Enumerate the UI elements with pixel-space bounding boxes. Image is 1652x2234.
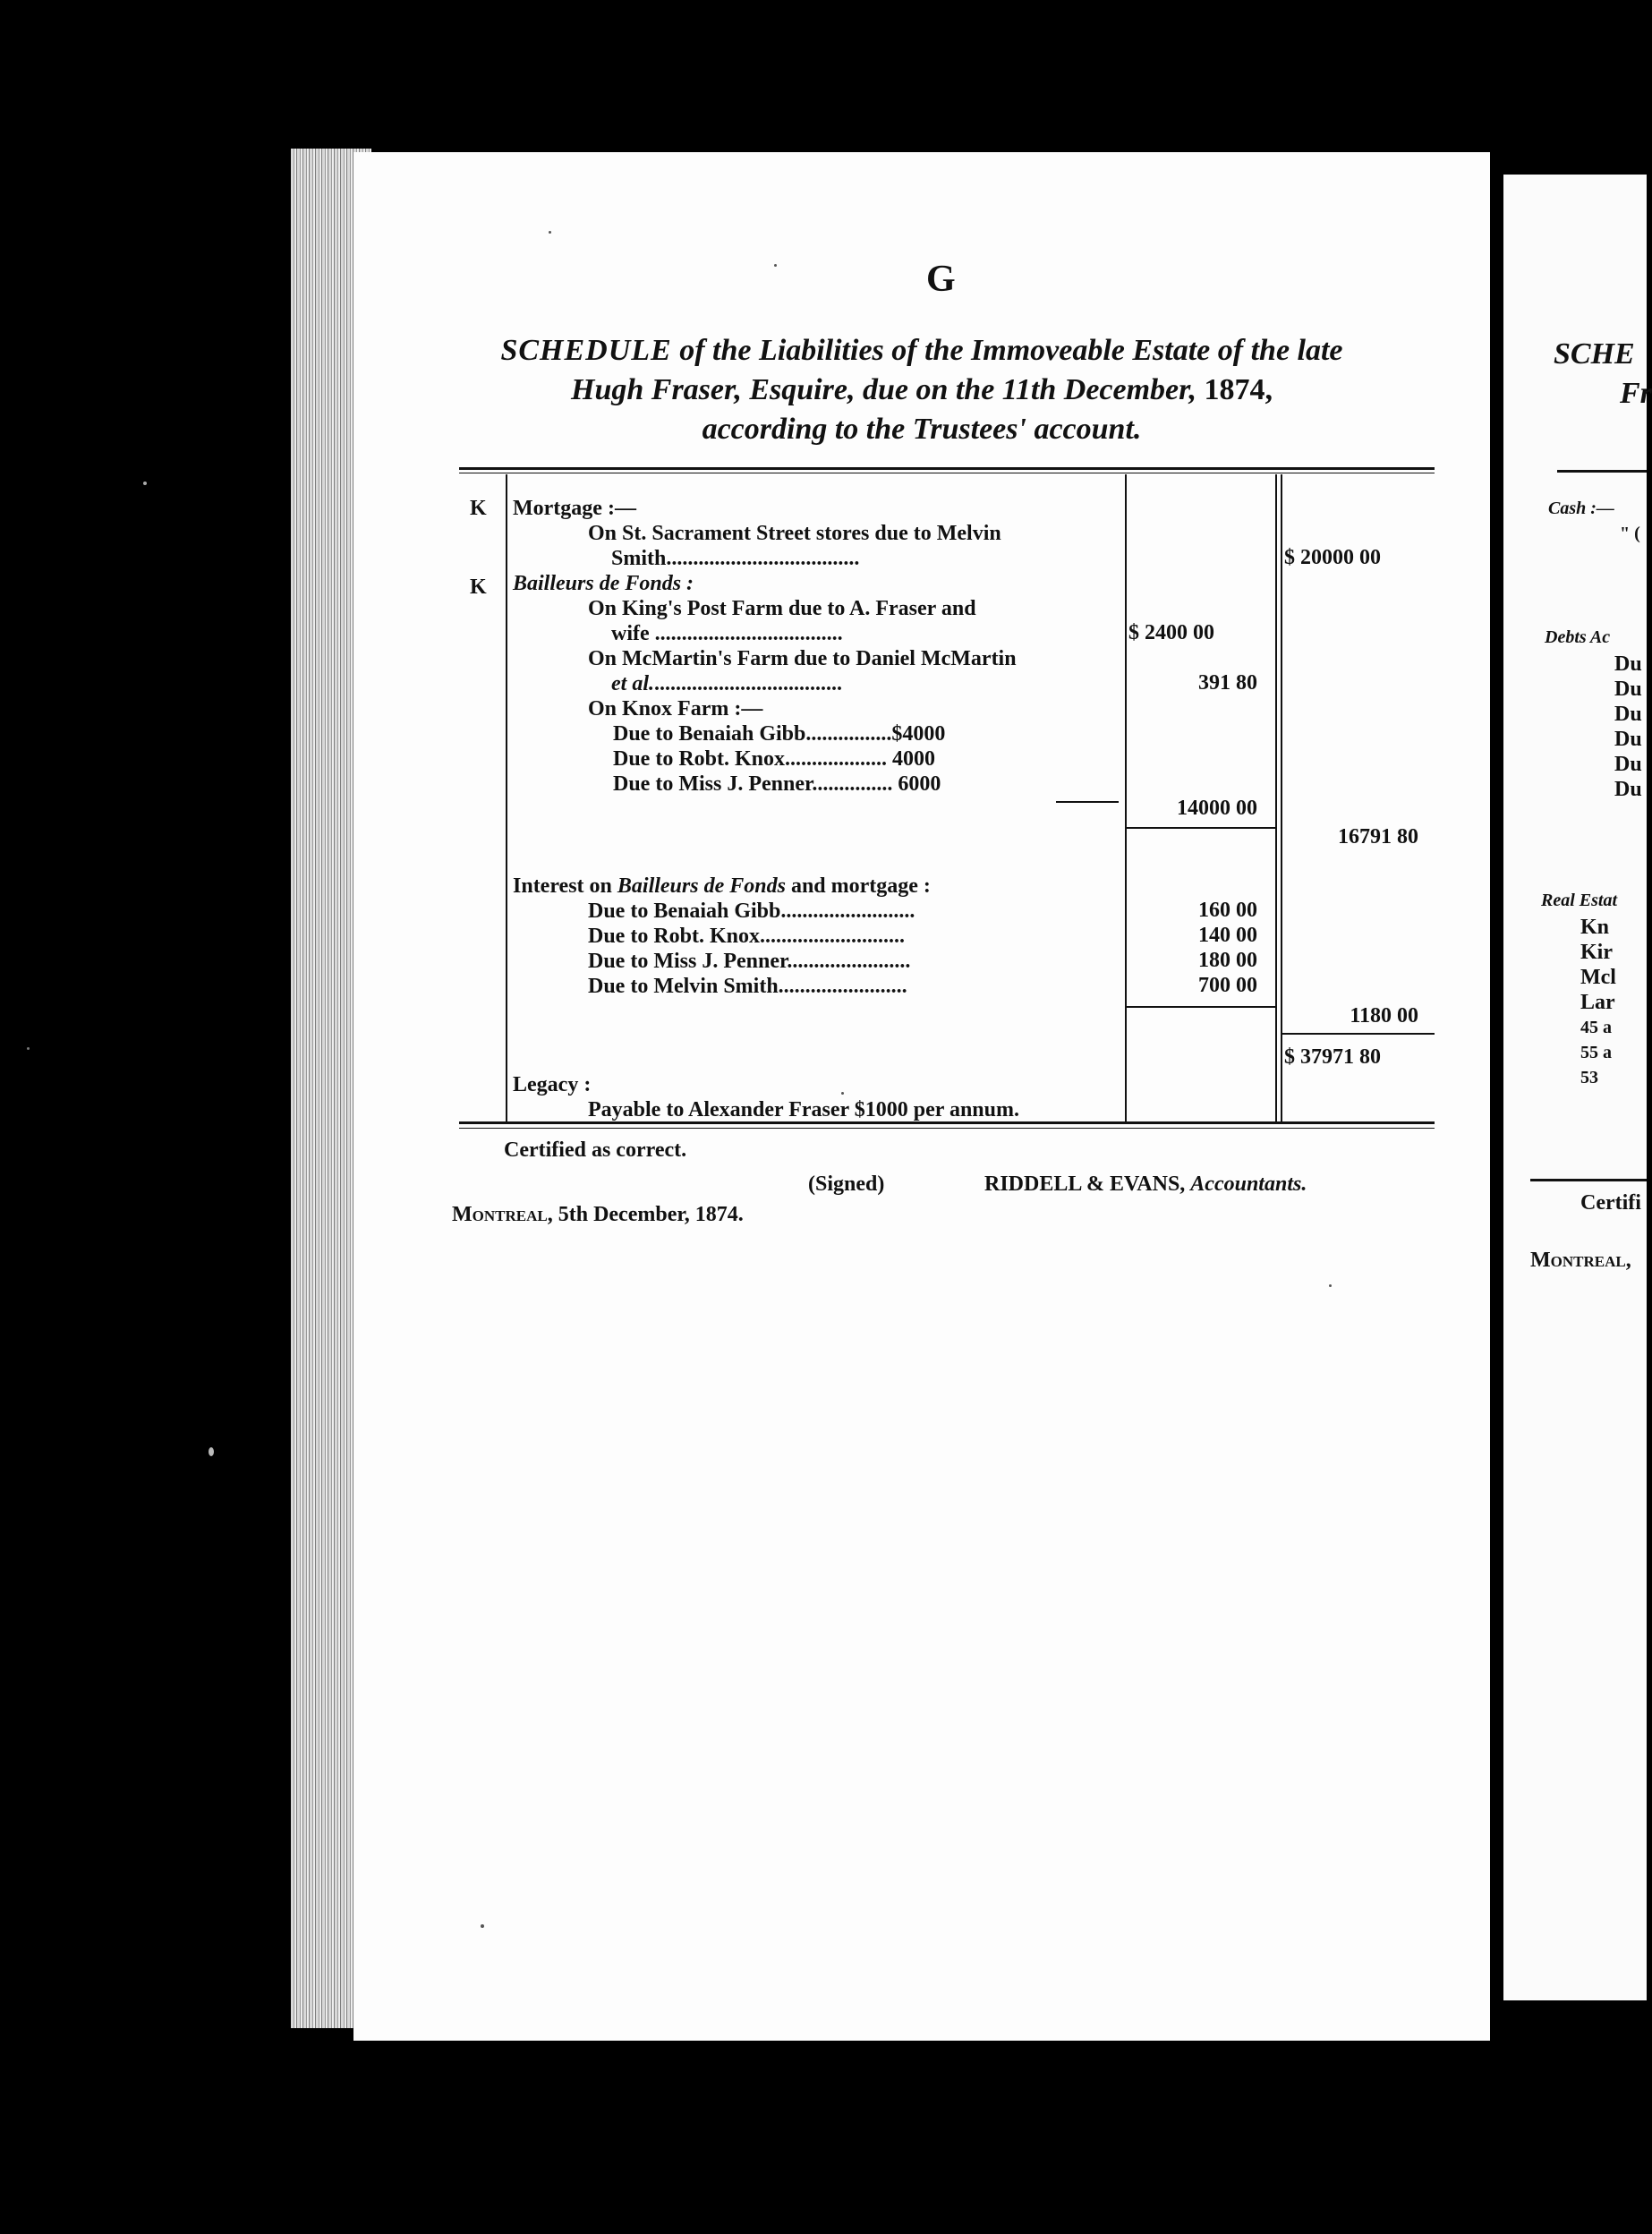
title-year: 1874,	[1204, 373, 1273, 406]
right-cash-sub: " (	[1620, 524, 1640, 543]
interest-smith-amount: 700 00	[1198, 974, 1257, 997]
legacy-detail: Payable to Alexander Fraser $1000 per annum.	[588, 1098, 1019, 1121]
right-du-3: Du	[1614, 703, 1642, 726]
speck	[143, 482, 147, 485]
mcmartin-amount: 391 80	[1198, 671, 1257, 695]
right-debts: Debts Ac	[1545, 627, 1611, 647]
certified-text: Certified as correct.	[504, 1138, 687, 1162]
signed-text: (Signed)	[808, 1172, 885, 1196]
title-schedule-word: SCHEDULE	[500, 334, 672, 367]
table-top-rule	[459, 467, 1435, 470]
bailleurs-heading	[513, 571, 694, 596]
title-line-2-text: Hugh Fraser, Esquire, due on the 11th December,	[571, 373, 1205, 406]
knox-robt: Due to Robt. Knox................... 4000	[613, 747, 936, 771]
title-line-1-rest: of the Liabilities of the Immoveable Estate of the late	[671, 334, 1343, 367]
interest-heading-c: and mortgage :	[785, 874, 931, 898]
et-al: et al.	[611, 672, 654, 695]
right-top-rule	[1557, 470, 1647, 473]
interest-gibb-amount: 160 00	[1198, 899, 1257, 922]
right-title-1: SCHE	[1554, 337, 1635, 371]
knox-penner: Due to Miss J. Penner............... 6000	[613, 772, 941, 796]
speck	[549, 231, 551, 234]
right-re-4: Lar	[1580, 991, 1615, 1014]
accountants-signature	[984, 1172, 1307, 1197]
interest-penner-amount: 180 00	[1198, 949, 1257, 972]
right-place: Montreal,	[1530, 1249, 1631, 1272]
date-text: 5th December, 1874.	[552, 1203, 744, 1226]
right-cash: Cash :—	[1548, 499, 1614, 518]
place-montreal: Montreal,	[452, 1203, 553, 1226]
interest-penner: Due to Miss J. Penner.......................	[588, 950, 911, 973]
interest-heading-b: Bailleurs de Fonds	[617, 874, 786, 898]
right-re-6: 55 a	[1580, 1043, 1612, 1062]
speck	[841, 1092, 844, 1095]
interest-heading-a: Interest on	[513, 874, 617, 898]
right-title-2: Fr	[1620, 377, 1652, 410]
title-line-1	[353, 331, 1490, 371]
place-date	[452, 1203, 744, 1227]
title-line-2	[353, 371, 1490, 410]
mark-k-1: K	[470, 497, 487, 520]
mortgage-heading: Mortgage :—	[513, 497, 636, 520]
knox-sum-rule	[1056, 801, 1119, 803]
st-sacrament-line-2: Smith....................................	[611, 547, 860, 570]
st-sacrament-amount: $ 20000 00	[1284, 546, 1381, 569]
column-rule-description	[506, 474, 507, 1121]
schedule-letter: G	[926, 259, 956, 300]
mcmartin-line-2	[611, 671, 842, 696]
speck	[27, 1047, 30, 1050]
kings-post-line-2: wife ...................................	[611, 622, 843, 645]
knox-farm-heading: On Knox Farm :—	[588, 697, 763, 721]
bailleurs-heading-text: Bailleurs de Fonds :	[513, 572, 694, 595]
speck	[774, 264, 777, 267]
right-du-6: Du	[1614, 778, 1642, 801]
bailleurs-sum-rule	[1127, 827, 1275, 829]
table-bottom-rule-thin	[459, 1128, 1435, 1129]
interest-gibb: Due to Benaiah Gibb.........................	[588, 900, 915, 923]
right-re-5: 45 a	[1580, 1018, 1612, 1037]
speck	[209, 1447, 214, 1456]
interest-robt: Due to Robt. Knox...........................	[588, 925, 906, 948]
title-line-3: according to the Trustees' account.	[702, 413, 1142, 446]
right-du-5: Du	[1614, 753, 1642, 776]
legacy-heading: Legacy :	[513, 1073, 592, 1096]
mcmartin-dots: ...................................	[654, 672, 842, 695]
right-page-fragment	[1503, 175, 1652, 2000]
table-bottom-rule	[459, 1121, 1435, 1124]
column-rule-total-2	[1281, 474, 1282, 1121]
kings-post-line-1: On King's Post Farm due to A. Fraser and	[588, 597, 976, 620]
column-rule-sub-amount	[1125, 474, 1127, 1121]
speck	[481, 1924, 484, 1928]
right-re-3: Mcl	[1580, 966, 1616, 989]
right-du-2: Du	[1614, 678, 1642, 701]
right-bottom-rule	[1530, 1179, 1647, 1181]
left-page	[353, 152, 1490, 2041]
mcmartin-line-1: On McMartin's Farm due to Daniel McMartin	[588, 647, 1017, 670]
accountants-name: RIDDELL & EVANS,	[984, 1172, 1191, 1196]
right-re-1: Kn	[1580, 916, 1610, 939]
right-re-7: 53	[1580, 1068, 1598, 1087]
right-du-4: Du	[1614, 728, 1642, 751]
interest-heading	[513, 874, 931, 899]
interest-total: 1180 00	[1350, 1004, 1418, 1027]
right-re-2: Kir	[1580, 941, 1613, 964]
knox-total: 14000 00	[1177, 797, 1257, 820]
mark-k-2: K	[470, 576, 487, 599]
column-rule-total-1	[1275, 474, 1277, 1121]
interest-smith: Due to Melvin Smith........................	[588, 975, 907, 998]
accountants-title: Accountants.	[1190, 1172, 1307, 1196]
bailleurs-total: 16791 80	[1338, 825, 1418, 848]
knox-gibb: Due to Benaiah Gibb................$4000	[613, 722, 946, 746]
st-sacrament-line-1: On St. Sacrament Street stores due to Melvin	[588, 522, 1001, 545]
grand-total-rule	[1282, 1033, 1435, 1035]
right-certified: Certifi	[1580, 1191, 1641, 1215]
interest-sum-rule	[1127, 1006, 1275, 1008]
right-du-1: Du	[1614, 652, 1642, 676]
right-real-estate: Real Estat	[1541, 891, 1618, 910]
kings-post-amount: $ 2400 00	[1128, 621, 1214, 644]
grand-total: $ 37971 80	[1284, 1045, 1381, 1069]
speck	[1329, 1284, 1332, 1287]
interest-robt-amount: 140 00	[1198, 924, 1257, 947]
